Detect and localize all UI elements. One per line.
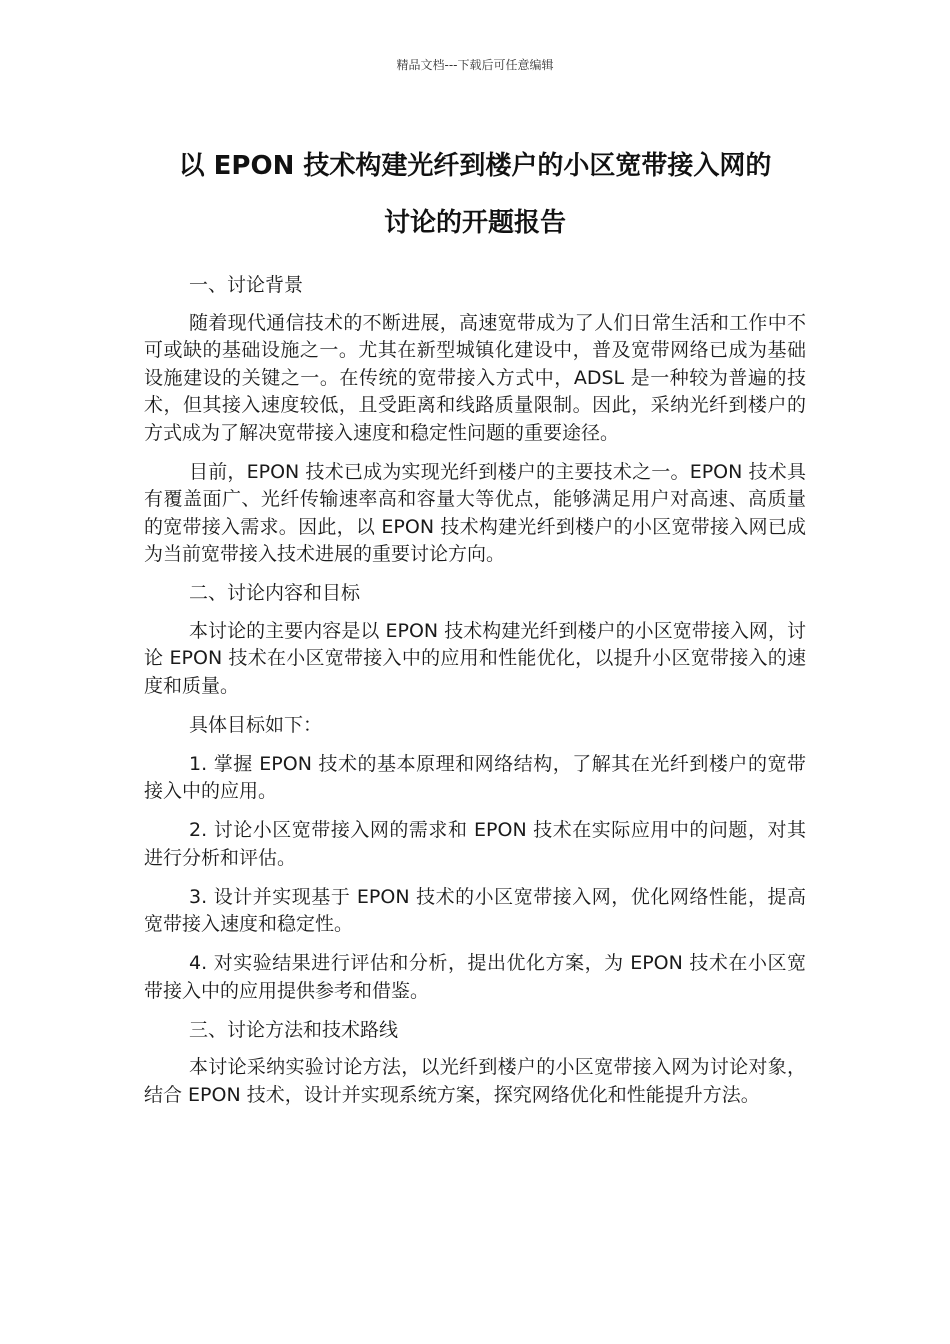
section-heading-background: 一、讨论背景 (189, 274, 304, 296)
goal-item-4: 4. 对实验结果进行评估和分析，提出优化方案，为 EPON 技术在小区宽带接入中的应用提供参考和借鉴。 (144, 952, 806, 1002)
paragraph-background-2: 目前，EPON 技术已成为实现光纤到楼户的主要技术之一。EPON 技术具有覆盖面广、光纤传输速率高和容量大等优点，能够满足用户对高速、高质量的宽带接入需求。因此，以 EPON 技术构建光纤到楼户的小区宽带接入网已成为当前宽带接入技术进展的重要讨论方向。 (144, 460, 806, 565)
section-heading-content-goals: 二、讨论内容和目标 (189, 582, 361, 604)
goal-item-2: 2. 讨论小区宽带接入网的需求和 EPON 技术在实际应用中的问题，对其进行分析和评估。 (144, 819, 806, 869)
goal-item-3: 3. 设计并实现基于 EPON 技术的小区宽带接入网，优化网络性能，提高宽带接入速度和稳定性。 (144, 885, 806, 935)
paragraph-content-1: 本讨论的主要内容是以 EPON 技术构建光纤到楼户的小区宽带接入网，讨论 EPON 技术在小区宽带接入中的应用和性能优化，以提升小区宽带接入的速度和质量。 (144, 619, 806, 697)
header-note: 精品文档---下载后可任意编辑 (396, 58, 554, 72)
title-line-1: 以 EPON 技术构建光纤到楼户的小区宽带接入网的 (178, 151, 772, 181)
goal-item-1: 1. 掌握 EPON 技术的基本原理和网络结构，了解其在光纤到楼户的宽带接入中的应用。 (144, 752, 806, 802)
paragraph-goals-intro: 具体目标如下： (189, 713, 323, 736)
paragraph-methods-1: 本讨论采纳实验讨论方法，以光纤到楼户的小区宽带接入网为讨论对象，结合 EPON 技术，设计并实现系统方案，探究网络优化和性能提升方法。 (144, 1056, 806, 1106)
section-heading-methods: 三、讨论方法和技术路线 (189, 1018, 399, 1041)
paragraph-background-1: 随着现代通信技术的不断进展，高速宽带成为了人们日常生活和工作中不可或缺的基础设施之一。尤其在新型城镇化建设中，普及宽带网络已成为基础设施建设的关键之一。在传统的宽带接入方式中，ADSL 是一种较为普遍的技术，但其接入速度较低，且受距离和线路质量限制。因此，采纳光纤到楼户的方式成为了解决宽带接入速度和稳定性问题的重要途径。 (144, 311, 806, 444)
document-body (144, 272, 806, 1121)
title-line-2: 讨论的开题报告 (383, 208, 566, 238)
document-title (140, 138, 810, 252)
